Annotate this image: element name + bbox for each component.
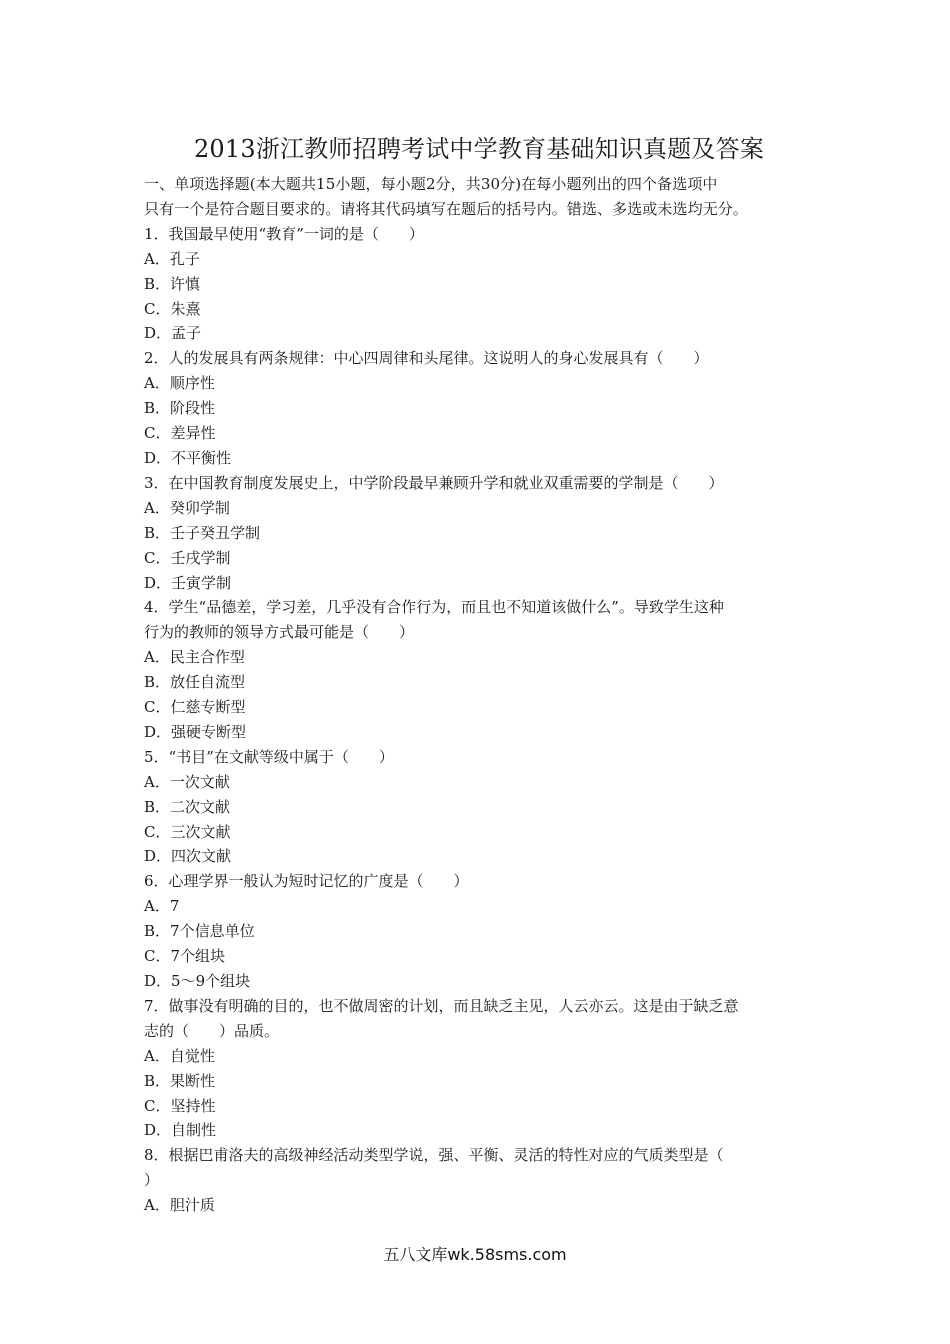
question-6 <box>144 869 814 994</box>
answer-option: D．强硬专断型 <box>144 722 247 741</box>
answer-option: C．差异性 <box>144 424 216 443</box>
answer-option: C．坚持性 <box>144 1096 216 1115</box>
question-stem: 6．心理学界一般认为短时记忆的广度是（ ） <box>144 872 469 891</box>
question-stem: 7．做事没有明确的目的，也不做周密的计划，而且缺乏主见，人云亦云。这是由于缺乏意 <box>144 996 739 1015</box>
answer-option: C．壬戌学制 <box>144 548 231 567</box>
answer-option: D．四次文献 <box>144 847 232 866</box>
answer-option: D．自制性 <box>144 1121 217 1140</box>
answer-option: B．7个信息单位 <box>144 922 255 941</box>
answer-option: A．民主合作型 <box>144 648 245 667</box>
answer-option: A．孔子 <box>144 249 200 268</box>
answer-option: D．孟子 <box>144 324 202 343</box>
answer-option: C．7个组块 <box>144 947 226 966</box>
answer-option: D．壬寅学制 <box>144 573 232 592</box>
answer-option: B．放任自流型 <box>144 673 246 692</box>
question-5 <box>144 745 814 870</box>
answer-option: A．7 <box>144 897 180 916</box>
question-stem: 志的（ ）品质。 <box>144 1021 280 1040</box>
answer-option: A．自觉性 <box>144 1046 215 1065</box>
answer-option: B．果断性 <box>144 1071 216 1090</box>
answer-option: C．仁慈专断型 <box>144 698 246 717</box>
answer-option: A．癸卯学制 <box>144 498 230 517</box>
answer-option: B．壬子癸丑学制 <box>144 523 261 542</box>
question-8 <box>144 1143 814 1218</box>
answer-option: A．胆汁质 <box>144 1196 215 1215</box>
question-stem: 3．在中国教育制度发展史上，中学阶段最早兼顾升学和就业双重需要的学制是（ ） <box>144 473 724 492</box>
answer-option: D．5～9个组块 <box>144 972 251 990</box>
answer-option: C．朱熹 <box>144 299 201 318</box>
question-2 <box>144 346 814 471</box>
question-stem: 5．“书目”在文献等级中属于（ ） <box>144 747 394 766</box>
question-stem: 1．我国最早使用“教育”一词的是（ ） <box>144 224 424 243</box>
answer-option: A．顺序性 <box>144 374 215 393</box>
intro-line: 一、单项选择题(本大题共15小题，每小题2分，共30分)在每小题列出的四个备选项中 <box>144 175 718 193</box>
answer-option: D．不平衡性 <box>144 448 232 467</box>
answer-option: B．许慎 <box>144 274 201 293</box>
question-stem: 4．学生“品德差，学习差，几乎没有合作行为，而且也不知道该做什么”。导致学生这种 <box>144 598 724 617</box>
question-7 <box>144 994 814 1143</box>
document-page <box>144 132 814 1218</box>
question-stem: 行为的教师的领导方式最可能是（ ） <box>144 623 415 642</box>
question-4 <box>144 595 814 744</box>
question-1 <box>144 222 814 347</box>
footer-watermark: 五八文库wk.58sms.com <box>383 1245 567 1264</box>
question-3 <box>144 471 814 596</box>
section-intro <box>144 172 814 222</box>
answer-option: B．二次文献 <box>144 797 231 816</box>
answer-option: B．阶段性 <box>144 399 216 418</box>
intro-line: 只有一个是符合题目要求的。请将其代码填写在题后的括号内。错选、多选或未选均无分。 <box>144 199 749 218</box>
question-stem: 8．根据巴甫洛夫的高级神经活动类型学说，强、平衡、灵活的特性对应的气质类型是（ <box>144 1146 724 1165</box>
answer-option: C．三次文献 <box>144 822 231 841</box>
document-title: 2013浙江教师招聘考试中学教育基础知识真题及答案 <box>193 135 765 163</box>
answer-option: A．一次文献 <box>144 772 230 791</box>
question-stem: 2．人的发展具有两条规律：中心四周律和头尾律。这说明人的身心发展具有（ ） <box>144 349 709 368</box>
question-stem: ） <box>144 1171 160 1190</box>
